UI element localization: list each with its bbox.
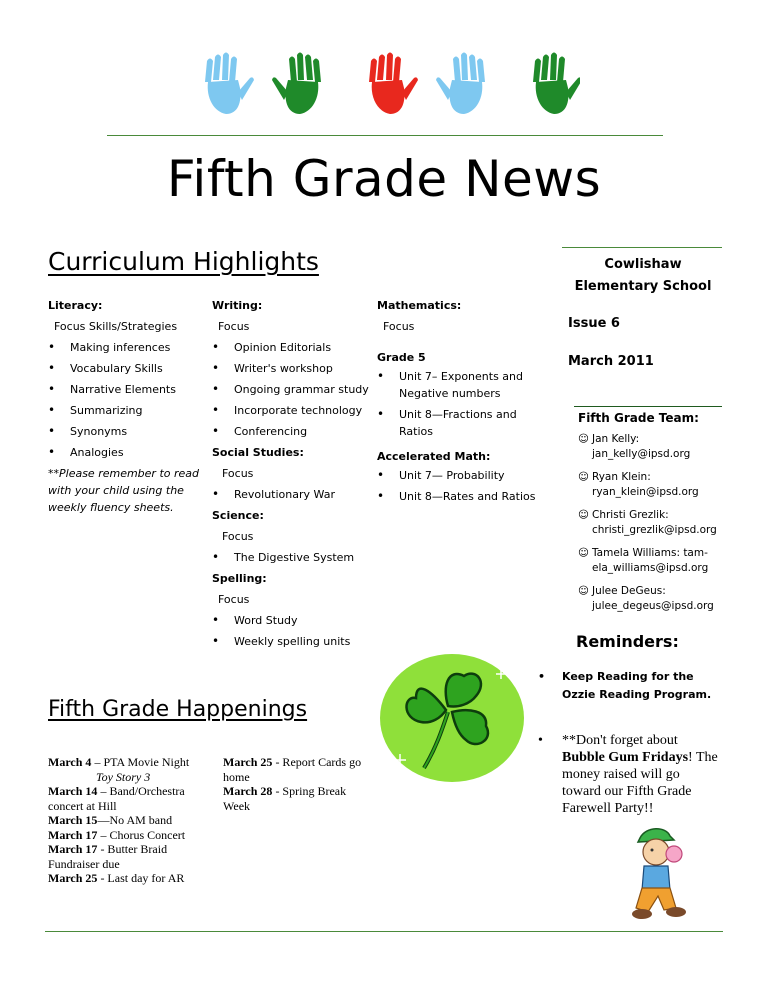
happenings-left-column	[48, 755, 218, 886]
science-label: Science:	[212, 509, 264, 522]
team-member	[578, 584, 717, 614]
literacy-column	[48, 295, 208, 516]
math-label: Mathematics:	[377, 299, 462, 312]
event-date: March 4	[48, 755, 92, 769]
event-item	[48, 755, 218, 770]
list-item: • Writer's workshop	[212, 358, 374, 379]
event-text: - Butter Braid Fundraiser due	[48, 842, 168, 871]
event-date: March 25	[223, 755, 273, 769]
reminder-highlight: Bubble Gum Fridays	[562, 750, 689, 765]
curriculum-heading: Curriculum Highlights	[48, 247, 319, 276]
list-item: • Narrative Elements	[48, 379, 208, 400]
reminder-text: • Keep Reading for the Ozzie Reading Program.	[538, 668, 718, 704]
team-divider	[574, 406, 722, 407]
shamrock-clipart	[376, 650, 526, 790]
kid-bubblegum-clipart	[630, 826, 700, 922]
event-date: March 25	[48, 871, 98, 885]
event-date: March 17	[48, 827, 98, 842]
event-item	[223, 755, 373, 784]
writing-list	[212, 337, 374, 442]
reminder-text-post: ! The money raised will go toward our Fifth Grade Farewell Party!!	[562, 750, 718, 816]
event-text: – Band/Orchestra concert at Hill	[48, 784, 185, 813]
member-email: julee_degeus@ipsd.org	[592, 600, 714, 612]
event-detail: Toy Story 3	[96, 769, 151, 784]
science-focus: Focus	[222, 530, 254, 543]
reminders-title: Reminders:	[576, 632, 679, 651]
issue-number: Issue 6	[568, 316, 620, 331]
team-list	[578, 432, 717, 622]
list-item: • Analogies	[48, 442, 208, 463]
member-email: jan_kelly@ipsd.org	[592, 448, 691, 460]
event-item	[223, 784, 373, 813]
event-text: – PTA Movie Night	[91, 755, 190, 769]
reading-note: **Please remember to read with your child using the weekly fluency sheets.	[48, 467, 200, 514]
social-studies-focus: Focus	[222, 467, 254, 480]
writing-focus: Focus	[218, 320, 250, 333]
event-item	[48, 813, 218, 828]
event-date: March 14	[48, 784, 98, 798]
smiley-icon: ☺	[578, 547, 589, 559]
list-item: • Word Study	[212, 610, 374, 631]
literacy-label: Literacy:	[48, 299, 103, 312]
member-email: christi_grezlik@ipsd.org	[592, 524, 717, 536]
smiley-icon: ☺	[578, 433, 589, 445]
list-item: • Weekly spelling units	[212, 631, 374, 652]
event-date: March 15	[48, 813, 98, 827]
member-name: Julee DeGeus:	[592, 585, 666, 597]
shamrock-icon	[376, 650, 526, 790]
list-item: • Unit 7— Probability	[377, 467, 537, 484]
writing-label: Writing:	[212, 299, 263, 312]
event-text: - Report Cards go home	[223, 755, 362, 784]
social-studies-label: Social Studies:	[212, 446, 304, 459]
event-item	[48, 871, 218, 886]
math-focus: Focus	[383, 320, 415, 333]
happenings-right-column	[223, 755, 373, 813]
kid-icon	[630, 826, 700, 922]
event-item	[48, 842, 218, 871]
accelerated-math-label: Accelerated Math:	[377, 450, 491, 463]
list-item: • Unit 8—Rates and Ratios	[377, 488, 537, 505]
list-item: • Synonyms	[48, 421, 208, 442]
reminder-reading	[538, 668, 718, 704]
event-text: - Last day for AR	[97, 871, 185, 885]
math-column	[377, 295, 537, 509]
smiley-icon: ☺	[578, 471, 589, 483]
list-item: • Opinion Editorials	[212, 337, 374, 358]
newsletter-title: Fifth Grade News	[166, 150, 602, 208]
event-item	[48, 784, 218, 813]
event-text: – Chorus Concert	[97, 827, 186, 842]
list-item: • Making inferences	[48, 337, 208, 358]
team-member	[578, 508, 717, 538]
top-divider	[107, 135, 663, 136]
event-text: —No AM band	[97, 813, 173, 827]
member-name: Tamela Williams: tam-	[592, 547, 708, 559]
sidebar-top-divider	[562, 247, 722, 248]
grade5-label: Grade 5	[377, 351, 426, 364]
handprint-icon	[369, 53, 418, 115]
issue-date: March 2011	[568, 354, 654, 369]
member-email: ela_williams@ipsd.org	[592, 562, 709, 574]
writing-column	[212, 295, 374, 652]
handprint-icon	[205, 53, 254, 115]
list-item: • Revolutionary War	[212, 484, 374, 505]
smiley-icon: ☺	[578, 509, 589, 521]
event-item	[48, 828, 218, 843]
member-name: Jan Kelly:	[592, 433, 640, 445]
handprint-icons	[190, 52, 580, 122]
list-item: • Ongoing grammar study	[212, 379, 374, 400]
school-name: Cowlishaw Elementary School	[574, 257, 712, 294]
team-title: Fifth Grade Team:	[578, 411, 699, 425]
list-item: • Vocabulary Skills	[48, 358, 208, 379]
reminder-text-pre: **Don't forget about	[562, 733, 678, 748]
list-item: • Unit 7– Exponents and Negative numbers	[377, 368, 537, 402]
team-member	[578, 546, 717, 576]
event-date: March 17	[48, 842, 98, 856]
science-list	[212, 547, 374, 568]
handprint-icon	[436, 53, 485, 115]
spelling-label: Spelling:	[212, 572, 267, 585]
smiley-icon: ☺	[578, 585, 589, 597]
handprint-icon	[272, 53, 321, 115]
social-studies-list	[212, 484, 374, 505]
reminder-bubble-gum	[538, 732, 718, 817]
grade5-list	[377, 368, 537, 440]
team-member	[578, 470, 717, 500]
event-date: March 28	[223, 784, 273, 798]
spelling-list	[212, 610, 374, 652]
handprints-banner	[190, 52, 580, 122]
spelling-focus: Focus	[218, 593, 250, 606]
accelerated-math-list	[377, 467, 537, 505]
member-name: Christi Grezlik:	[592, 509, 669, 521]
literacy-list	[48, 337, 208, 463]
member-name: Ryan Klein:	[592, 471, 651, 483]
list-item: • Conferencing	[212, 421, 374, 442]
team-member	[578, 432, 717, 462]
literacy-focus: Focus Skills/Strategies	[54, 320, 178, 333]
handprint-icon	[533, 53, 580, 115]
bottom-divider	[45, 931, 723, 932]
event-text: - Spring Break Week	[223, 784, 347, 813]
list-item: • Unit 8—Fractions and Ratios	[377, 406, 537, 440]
list-item: • The Digestive System	[212, 547, 374, 568]
happenings-heading: Fifth Grade Happenings	[48, 697, 308, 722]
list-item: • Incorporate technology	[212, 400, 374, 421]
member-email: ryan_klein@ipsd.org	[592, 486, 699, 498]
list-item: • Summarizing	[48, 400, 208, 421]
